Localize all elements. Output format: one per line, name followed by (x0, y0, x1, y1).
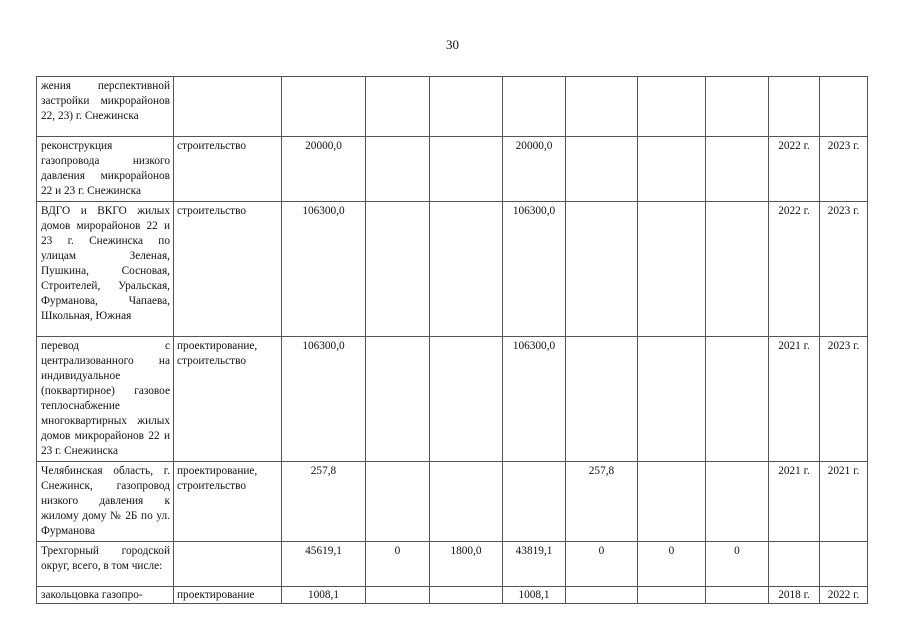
table-row (37, 202, 868, 337)
table-row (37, 137, 868, 202)
amount-col-7 (638, 587, 706, 604)
object-name: ВДГО и ВКГО жилых домов мирорайонов 22 и 23 г. Снежинска по улицам Зеленая, Пушкина, Сосновая, Строителей, Уральская, Фурманова, Чапаева, Школьная, Южная (37, 202, 174, 337)
amount-col-4: 1800,0 (430, 542, 503, 587)
end-year: 2023 г. (820, 337, 868, 462)
amount-col-7 (638, 337, 706, 462)
total-amount: 257,8 (282, 462, 366, 542)
amount-col-5 (503, 77, 566, 137)
end-year: 2023 г. (820, 202, 868, 337)
amount-col-8 (706, 137, 769, 202)
amount-col-4 (430, 137, 503, 202)
amount-col-3 (366, 77, 430, 137)
amount-col-4 (430, 462, 503, 542)
amount-col-4 (430, 202, 503, 337)
object-name: жения перспективной застройки микрорайонов 22, 23) г. Снежинска (37, 77, 174, 137)
total-amount (282, 77, 366, 137)
start-year: 2021 г. (769, 462, 820, 542)
amount-col-5 (503, 462, 566, 542)
amount-col-3 (366, 137, 430, 202)
amount-col-8 (706, 337, 769, 462)
object-name: Челябинская область, г. Снежинск, газопровод низкого давления к жилому дому № 2Б по ул. Фурманова (37, 462, 174, 542)
end-year: 2021 г. (820, 462, 868, 542)
amount-col-8 (706, 202, 769, 337)
amount-col-7 (638, 202, 706, 337)
amount-col-3 (366, 202, 430, 337)
amount-col-6 (566, 137, 638, 202)
work-type: проектирование (174, 587, 282, 604)
work-type: проектирование, строительство (174, 462, 282, 542)
amount-col-7: 0 (638, 542, 706, 587)
amount-col-6: 257,8 (566, 462, 638, 542)
amount-col-4 (430, 337, 503, 462)
start-year: 2022 г. (769, 202, 820, 337)
total-amount: 106300,0 (282, 337, 366, 462)
investment-table (36, 76, 868, 604)
amount-col-8: 0 (706, 542, 769, 587)
amount-col-5: 43819,1 (503, 542, 566, 587)
page-number: 30 (446, 37, 459, 52)
work-type (174, 77, 282, 137)
amount-col-4 (430, 77, 503, 137)
work-type: строительство (174, 202, 282, 337)
object-name: реконструкция газопровода низкого давления микрорайонов 22 и 23 г. Снежинска (37, 137, 174, 202)
amount-col-8 (706, 587, 769, 604)
amount-col-5: 106300,0 (503, 202, 566, 337)
amount-col-7 (638, 462, 706, 542)
end-year (820, 542, 868, 587)
amount-col-6: 0 (566, 542, 638, 587)
start-year (769, 542, 820, 587)
object-name: Трехгорный городской округ, всего, в том числе: (37, 542, 174, 587)
total-amount: 45619,1 (282, 542, 366, 587)
amount-col-8 (706, 462, 769, 542)
work-type (174, 542, 282, 587)
start-year: 2018 г. (769, 587, 820, 604)
object-name: закольцовка газопро- (37, 587, 174, 604)
amount-col-6 (566, 337, 638, 462)
amount-col-6 (566, 77, 638, 137)
amount-col-5: 1008,1 (503, 587, 566, 604)
table-row (37, 587, 868, 604)
amount-col-4 (430, 587, 503, 604)
end-year: 2023 г. (820, 137, 868, 202)
amount-col-3 (366, 337, 430, 462)
total-amount: 20000,0 (282, 137, 366, 202)
start-year (769, 77, 820, 137)
work-type: проектирование, строительство (174, 337, 282, 462)
start-year: 2021 г. (769, 337, 820, 462)
object-name: перевод с централизованного на индивидуальное (поквартирное) газовое теплоснабжение многоквартирных жилых домов микрорайонов 22 и 23 г. Снежинска (37, 337, 174, 462)
amount-col-8 (706, 77, 769, 137)
total-amount: 106300,0 (282, 202, 366, 337)
end-year (820, 77, 868, 137)
start-year: 2022 г. (769, 137, 820, 202)
table-row (37, 462, 868, 542)
table-row (37, 337, 868, 462)
amount-col-5: 20000,0 (503, 137, 566, 202)
work-type: строительство (174, 137, 282, 202)
amount-col-6 (566, 202, 638, 337)
end-year: 2022 г. (820, 587, 868, 604)
amount-col-5: 106300,0 (503, 337, 566, 462)
table-row (37, 77, 868, 137)
amount-col-6 (566, 587, 638, 604)
amount-col-3: 0 (366, 542, 430, 587)
amount-col-3 (366, 462, 430, 542)
amount-col-7 (638, 77, 706, 137)
total-amount: 1008,1 (282, 587, 366, 604)
amount-col-7 (638, 137, 706, 202)
amount-col-3 (366, 587, 430, 604)
table-row (37, 542, 868, 587)
